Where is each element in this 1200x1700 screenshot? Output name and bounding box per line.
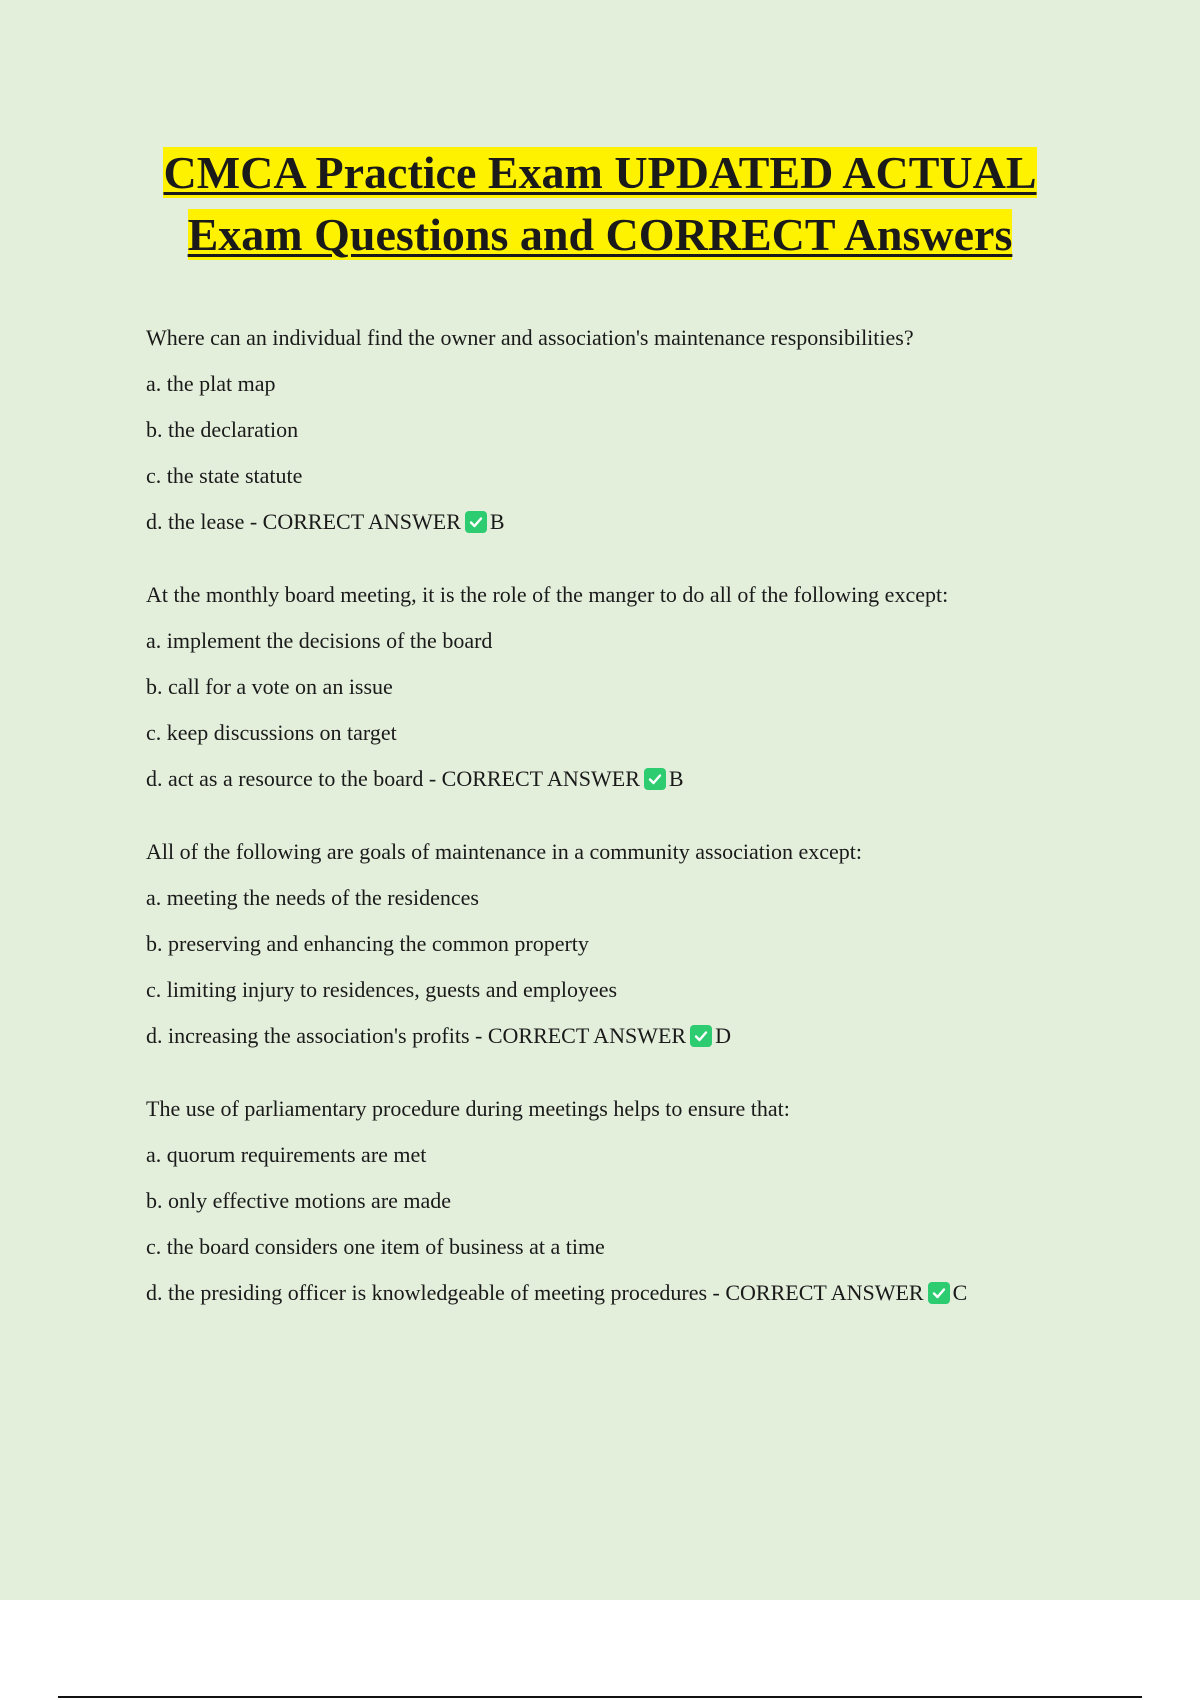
option-c: c. the board considers one item of business at a time: [146, 1234, 605, 1259]
option-a: a. meeting the needs of the residences: [146, 885, 479, 910]
correct-answer-letter: B: [489, 509, 505, 534]
check-icon: [465, 511, 487, 533]
question-text: The use of parliamentary procedure during meetings helps to ensure that:: [146, 1096, 790, 1121]
option-a: a. quorum requirements are met: [146, 1142, 427, 1167]
option-d: [146, 1022, 1106, 1050]
question-item: [146, 581, 1106, 793]
question-item: [146, 1095, 1106, 1307]
option-d: [146, 1279, 1106, 1307]
option-a: a. the plat map: [146, 371, 276, 396]
option-d-text: d. increasing the association's profits - CORRECT ANSWER: [146, 1023, 687, 1048]
check-icon: [928, 1282, 950, 1304]
check-icon: [644, 768, 666, 790]
title-line-1: CMCA Practice Exam UPDATED ACTUAL: [163, 147, 1037, 198]
check-icon: [690, 1025, 712, 1047]
page-title: [0, 142, 1200, 266]
question-list: [146, 324, 1106, 1352]
correct-answer-letter: B: [668, 766, 684, 791]
option-b: b. call for a vote on an issue: [146, 674, 393, 699]
option-b: b. the declaration: [146, 417, 299, 442]
option-b: b. only effective motions are made: [146, 1188, 452, 1213]
question-text: All of the following are goals of maintenance in a community association except:: [146, 839, 863, 864]
question-text: At the monthly board meeting, it is the role of the manger to do all of the following except:: [146, 582, 949, 607]
option-d-text: d. act as a resource to the board - CORRECT ANSWER: [146, 766, 640, 791]
question-item: [146, 324, 1106, 536]
option-a: a. implement the decisions of the board: [146, 628, 493, 653]
option-d-text: d. the presiding officer is knowledgeable of meeting procedures - CORRECT ANSWER: [146, 1280, 924, 1305]
option-d: [146, 508, 1106, 536]
title-line-2: Exam Questions and CORRECT Answers: [187, 209, 1013, 260]
option-b: b. preserving and enhancing the common property: [146, 931, 589, 956]
correct-answer-letter: D: [715, 1023, 731, 1048]
option-c: c. the state statute: [146, 463, 303, 488]
option-c: c. limiting injury to residences, guests and employees: [146, 977, 618, 1002]
option-d-text: d. the lease - CORRECT ANSWER: [146, 509, 461, 534]
option-c: c. keep discussions on target: [146, 720, 397, 745]
question-item: [146, 838, 1106, 1050]
option-d: [146, 765, 1106, 793]
footer-divider: [58, 1696, 1142, 1698]
correct-answer-letter: C: [952, 1280, 968, 1305]
question-text: Where can an individual find the owner and association's maintenance responsibilities?: [146, 325, 914, 350]
